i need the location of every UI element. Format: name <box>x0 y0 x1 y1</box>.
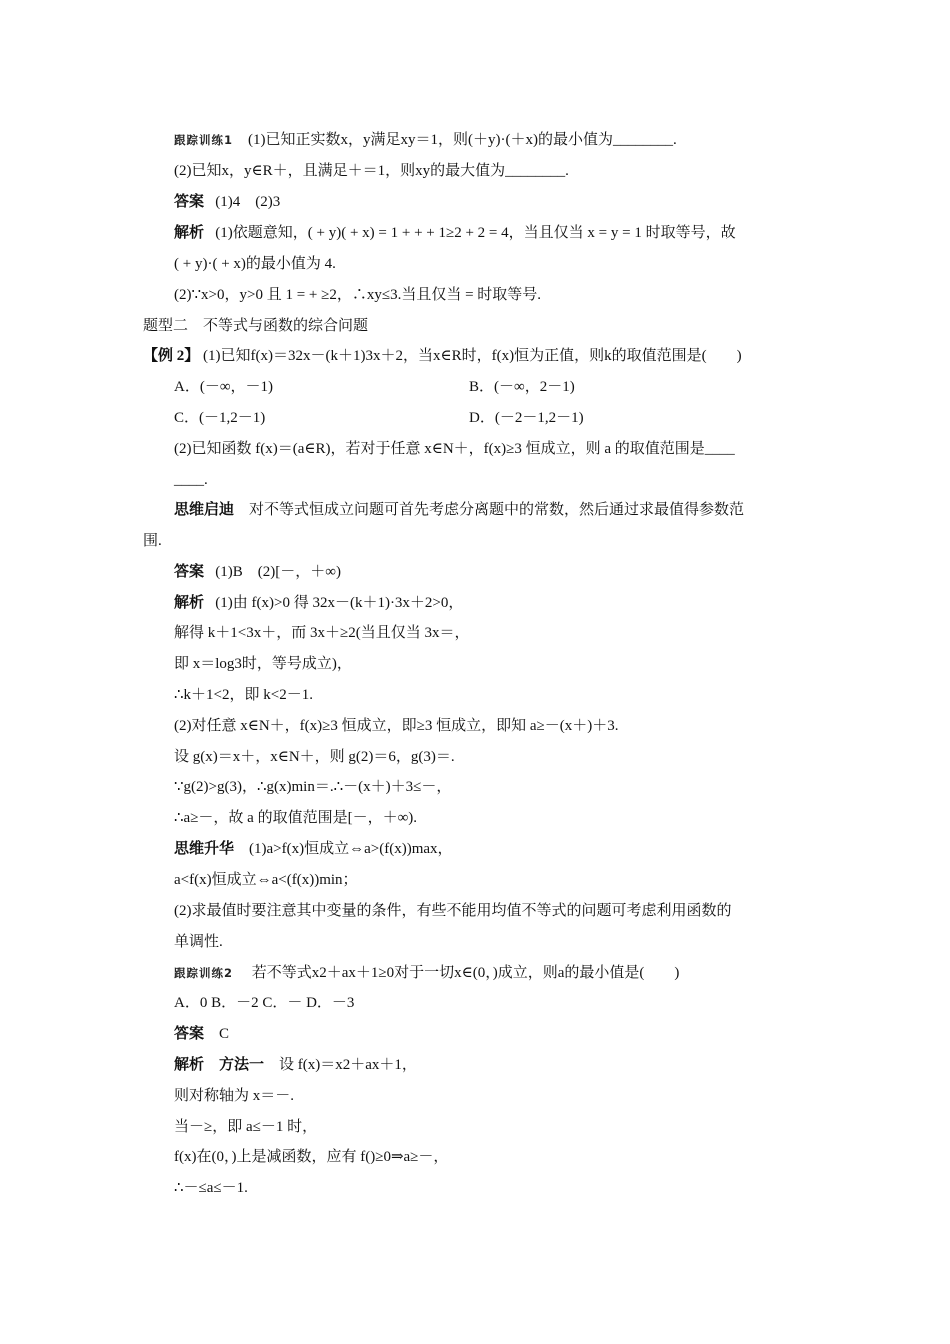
option-d: D．(－2－1,2－1) <box>469 410 584 426</box>
analysis-1-cont: ( + y)·( + x)的最小值为 4. <box>174 256 336 272</box>
summary-text: (1)a>f(x)恒成立⇔a>(f(x))max， <box>249 841 453 857</box>
option-b: B．(－∞，2－1) <box>469 379 575 395</box>
summary-cont: a<f(x)恒成立⇔a<(f(x))min； <box>174 872 358 888</box>
analysis-text: (1)由 f(x)>0 得 32x－(k＋1)·3x＋2>0， <box>215 595 464 611</box>
method-label: 方法一 <box>219 1057 265 1073</box>
analysis-text: 设 f(x)＝x2＋ax＋1， <box>279 1057 417 1073</box>
summary-part2: (2)求最值时要注意其中变量的条件，有些不能用均值不等式的问题可考虑利用函数的 <box>174 903 732 919</box>
option-c: C．(－1,2－1) <box>174 410 266 426</box>
answer-3-line <box>174 1024 229 1044</box>
answer-label: 答案 <box>174 564 205 580</box>
analysis-label: 解析 <box>174 595 205 611</box>
analysis-3-step3: f(x)在(0，)上是减函数，应有 f()≥0⇒a≥－， <box>174 1149 449 1165</box>
analysis-2-step4: (2)对任意 x∈N＋，f(x)≥3 恒成立，即≥3 恒成立，即知 a≥－(x＋)＋3. <box>174 718 619 734</box>
analysis-2-step7: ∴a≥－，故 a 的取值范围是[－，＋∞). <box>174 810 418 826</box>
example-2-part2-cont: ____. <box>174 472 208 488</box>
analysis-3-step2: 当－≥，即 a≤－1 时， <box>174 1119 318 1135</box>
analysis-label: 解析 <box>174 1057 205 1073</box>
section-heading: 题型二 不等式与函数的综合问题 <box>143 318 369 334</box>
answer-text: (1)B (2)[－，＋∞) <box>215 564 341 580</box>
thinking-cont: 围. <box>143 533 162 549</box>
practice-1-part2: (2)已知x，y∈R＋，且满足＋＝1，则xy的最大值为________. <box>174 163 569 179</box>
practice-2-line <box>174 963 679 983</box>
analysis-2-step5: 设 g(x)＝x＋，x∈N＋，则 g(2)＝6，g(3)＝. <box>174 749 455 765</box>
example-2-line <box>143 346 742 366</box>
summary-label: 思维升华 <box>174 841 235 857</box>
analysis-2-step6: ∵g(2)>g(3)，∴g(x)min＝.∴－(x＋)＋3≤－， <box>174 779 452 795</box>
answer-text: C <box>219 1026 230 1042</box>
summary-part2-cont: 单调性. <box>174 934 223 950</box>
answer-1-line <box>174 192 280 212</box>
example-label: 【例 2】 <box>143 348 200 364</box>
answer-2-line <box>174 562 341 582</box>
example-2-question: (1)已知f(x)＝32x－(k＋1)3x＋2，当x∈R时，f(x)恒为正值，则k的取值范围是( ) <box>203 348 742 364</box>
analysis-2-step2: 即 x＝log3时，等号成立)， <box>174 656 352 672</box>
analysis-text: (1)依题意知，( + y)( + x) = 1 + + + 1≥2 + 2 = 4，当且仅当 x = y = 1 时取等号，故 <box>215 225 736 241</box>
summary-line <box>174 839 453 859</box>
analysis-2-line <box>174 593 463 613</box>
answer-label: 答案 <box>174 1026 205 1042</box>
example-2-part2: (2)已知函数 f(x)＝(a∈R)，若对于任意 x∈N＋，f(x)≥3 恒成立，则 a 的取值范围是____ <box>174 441 735 457</box>
analysis-1-line <box>174 223 736 243</box>
thinking-text: 对不等式恒成立问题可首先考虑分离题中的常数，然后通过求最值得参数范 <box>249 502 745 518</box>
practice-1-question: (1)已知正实数x，y满足xy＝1，则(＋y)·(＋x)的最小值为________. <box>248 132 677 148</box>
analysis-3-step4: ∴－≤a≤－1. <box>174 1180 248 1196</box>
analysis-3-line <box>174 1055 417 1075</box>
practice-tag: 跟踪训练2 <box>174 966 234 980</box>
analysis-1-part2: (2)∵x>0，y>0 且 1 = + ≥2，∴xy≤3.当且仅当 = 时取等号. <box>174 287 542 303</box>
answer-label: 答案 <box>174 194 205 210</box>
thinking-label: 思维启迪 <box>174 502 235 518</box>
practice-2-question: 若不等式x2＋ax＋1≥0对于一切x∈(0，)成立，则a的最小值是( ) <box>251 965 680 981</box>
practice-tag: 跟踪训练1 <box>174 133 234 147</box>
answer-text: (1)4 (2)3 <box>215 194 281 210</box>
analysis-3-step1: 则对称轴为 x＝－. <box>174 1088 295 1104</box>
practice-1-line <box>174 130 677 150</box>
analysis-2-step3: ∴k＋1<2，即 k<2－1. <box>174 687 313 703</box>
option-a: A．(－∞，－1) <box>174 379 274 395</box>
analysis-label: 解析 <box>174 225 205 241</box>
practice-2-options: A．0 B．－2 C．－ D．－3 <box>174 995 355 1011</box>
analysis-2-step1: 解得 k＋1<3x＋，而 3x＋≥2(当且仅当 3x＝， <box>174 625 470 641</box>
thinking-line <box>174 500 744 520</box>
